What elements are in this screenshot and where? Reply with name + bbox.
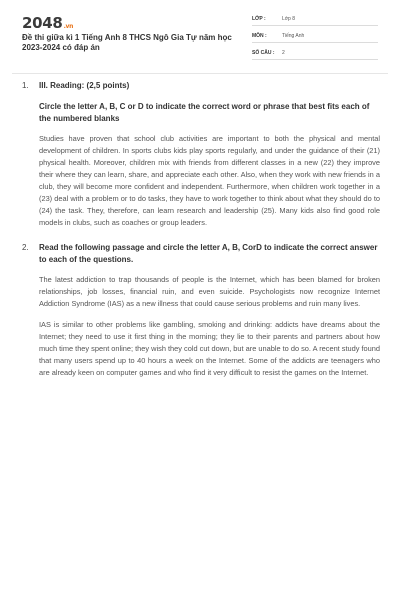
- meta-row-question-count: [252, 46, 378, 60]
- reading-passage: The latest addiction to trap thousands of people is the Internet, which has been blamed for broken relationships, job losses, financial ruin, and even suicide. Psychologists now recognize Internet Addiction Syndrome (IAS) as a new illness that could cause serious problems and ruin many lives.: [39, 275, 380, 308]
- logo-main-text: 2048: [22, 14, 63, 32]
- logo-sub-text: .vn: [63, 23, 74, 30]
- question-2: [22, 242, 380, 379]
- page-header: [0, 0, 400, 72]
- reading-passage: Studies have proven that school club activities are important to both the physical and mental development of children. In sports clubs kids play sports regularly, and under the guidance of their (21) physical health. Moreover, children mix with friends from different classes in a new (22) they improve their where they can learn, share, and appreciate each other. Also, when they work with new friends in a club, they will become more confident and independent. Furthermore, when children work together in a (23) deal with a problem or to do tasks, they have to work together to think about what they should do to (24) the task. They, therefore, can learn research and leadership (25). Many kids also find good role models in clubs, such as coaches or group leaders.: [39, 134, 380, 227]
- meta-value: 2: [282, 49, 285, 56]
- document-title: Đề thi giữa kì 1 Tiếng Anh 8 THCS Ngô Gia Tự năm học 2023-2024 có đáp án: [22, 33, 232, 52]
- document-content: [22, 80, 380, 379]
- question-instruction: Read the following passage and circle the letter A, B, CorD to indicate the correct answer to each of the questions.: [39, 243, 378, 264]
- meta-label: LỚP :: [252, 15, 266, 22]
- meta-row-class: [252, 12, 378, 26]
- meta-row-subject: [252, 29, 378, 43]
- question-instruction: Circle the letter A, B, C or D to indicate the correct word or phrase that best fits each of the numbered blanks: [39, 102, 370, 123]
- question-body: [39, 80, 380, 229]
- header-divider: [12, 73, 388, 74]
- reading-passage: IAS is similar to other problems like gambling, smoking and drinking: addicts have dreams about the Internet; they need to use it first thing in the morning; they lie to their parents and partners about how much time they spent online; they wish they cold cut down, but are unable to do so. A recent study found that many users spend up to 40 hours a week on the Internet. Some of the addicts are teenagers who are already keen on computer games and who find it very difficult to resist the games on the Internet.: [39, 320, 380, 377]
- meta-value: Lớp 8: [282, 15, 296, 22]
- question-1: [22, 80, 380, 229]
- meta-label: MÔN :: [252, 32, 267, 39]
- site-logo[interactable]: [22, 14, 73, 32]
- section-title: III. Reading: (2,5 points): [39, 81, 130, 90]
- question-number: 2.: [22, 243, 29, 252]
- meta-value: Tiếng Anh: [282, 32, 305, 39]
- meta-info-box: [252, 12, 378, 63]
- meta-label: SỐ CÂU :: [252, 49, 275, 56]
- question-number: 1.: [22, 81, 29, 90]
- question-body: [39, 242, 380, 379]
